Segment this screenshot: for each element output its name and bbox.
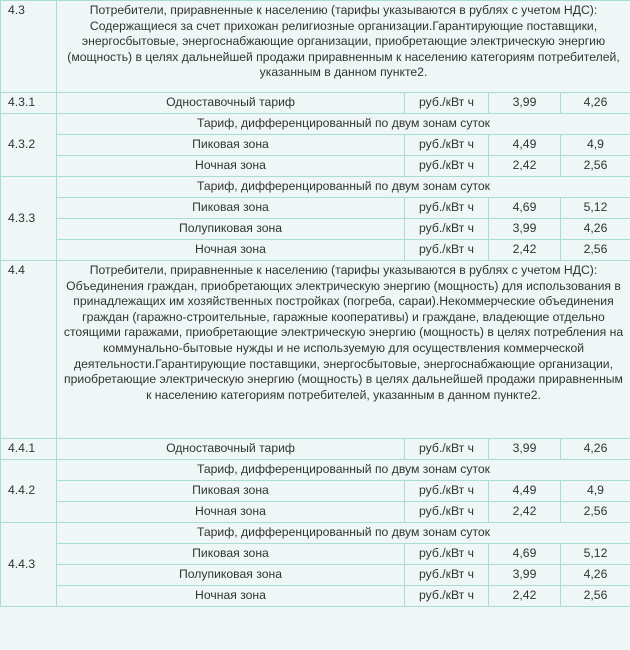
tariff-value-2: 2,56 bbox=[561, 586, 630, 607]
row-number: 4.4.2 bbox=[1, 460, 57, 523]
tariff-unit: руб./кВт ч bbox=[405, 93, 489, 114]
tariff-zone-row bbox=[1, 198, 630, 219]
zone-name: Ночная зона bbox=[57, 240, 405, 261]
row-number: 4.3.3 bbox=[1, 177, 57, 261]
tariff-zone-row bbox=[1, 481, 630, 502]
tariff-value-2: 4,9 bbox=[561, 481, 630, 502]
tariff-zone-row bbox=[1, 586, 630, 607]
zone-name: Полупиковая зона bbox=[57, 565, 405, 586]
tariff-zone-row bbox=[1, 544, 630, 565]
tariff-group-title: Тариф, дифференцированный по двум зонам суток bbox=[57, 177, 630, 198]
tariff-zone-row bbox=[1, 135, 630, 156]
row-number: 4.3 bbox=[1, 1, 57, 93]
zone-name: Ночная зона bbox=[57, 156, 405, 177]
tariff-group-row bbox=[1, 460, 630, 481]
zone-name: Пиковая зона bbox=[57, 135, 405, 156]
zone-name: Ночная зона bbox=[57, 586, 405, 607]
tariff-unit: руб./кВт ч bbox=[405, 586, 489, 607]
section-header-row bbox=[1, 1, 630, 93]
tariff-unit: руб./кВт ч bbox=[405, 156, 489, 177]
tariff-value-1: 3,99 bbox=[489, 93, 561, 114]
tariff-value-2: 4,26 bbox=[561, 565, 630, 586]
tariff-value-1: 2,42 bbox=[489, 502, 561, 523]
tariff-zone-row bbox=[1, 219, 630, 240]
tariff-group-title: Тариф, дифференцированный по двум зонам суток bbox=[57, 523, 630, 544]
tariff-unit: руб./кВт ч bbox=[405, 240, 489, 261]
tariff-unit: руб./кВт ч bbox=[405, 481, 489, 502]
tariff-group-title: Тариф, дифференцированный по двум зонам суток bbox=[57, 460, 630, 481]
row-number: 4.3.1 bbox=[1, 93, 57, 114]
tariff-row bbox=[1, 93, 630, 114]
tariff-value-1: 4,69 bbox=[489, 544, 561, 565]
tariff-value-2: 2,56 bbox=[561, 240, 630, 261]
tariff-value-2: 2,56 bbox=[561, 156, 630, 177]
tariff-group-row bbox=[1, 177, 630, 198]
zone-name: Пиковая зона bbox=[57, 198, 405, 219]
tariff-group-row bbox=[1, 523, 630, 544]
tariff-value-2: 4,9 bbox=[561, 135, 630, 156]
tariff-unit: руб./кВт ч bbox=[405, 439, 489, 460]
tariff-unit: руб./кВт ч bbox=[405, 198, 489, 219]
tariff-name: Одноставочный тариф bbox=[57, 93, 405, 114]
tariff-name: Одноставочный тариф bbox=[57, 439, 405, 460]
tariff-unit: руб./кВт ч bbox=[405, 219, 489, 240]
tariff-value-2: 5,12 bbox=[561, 198, 630, 219]
tariff-value-1: 2,42 bbox=[489, 240, 561, 261]
row-number: 4.4 bbox=[1, 261, 57, 439]
tariff-row bbox=[1, 439, 630, 460]
tariff-zone-row bbox=[1, 502, 630, 523]
zone-name: Пиковая зона bbox=[57, 544, 405, 565]
tariff-value-1: 3,99 bbox=[489, 565, 561, 586]
tariff-value-1: 4,49 bbox=[489, 481, 561, 502]
tariff-value-1: 2,42 bbox=[489, 156, 561, 177]
tariff-value-2: 5,12 bbox=[561, 544, 630, 565]
zone-name: Полупиковая зона bbox=[57, 219, 405, 240]
tariff-value-2: 4,26 bbox=[561, 219, 630, 240]
tariff-unit: руб./кВт ч bbox=[405, 544, 489, 565]
tariff-unit: руб./кВт ч bbox=[405, 135, 489, 156]
tariff-value-1: 4,69 bbox=[489, 198, 561, 219]
row-number: 4.4.1 bbox=[1, 439, 57, 460]
section-description: Потребители, приравненные к населению (тарифы указываются в рублях с учетом НДС): Объединения граждан, приобретающих электрическую энергию (мощность) для использования в принадлежащих им хозяйственных постройках (погреба, сараи).Некоммерческие объединения граждан (гаражно-строительные, гаражные кооперативы) и граждане, владеющие отдельно стоящими гаражами, приобретающие электрическую энергию (мощность) в целях потребления на коммунально-бытовые нужды и не используемую для осуществления коммерческой деятельности.Гарантирующие поставщики, энергосбытовые, энергоснабжающие организации, приобретающие электрическую энергию (мощность) в целях дальнейшей продажи приравненным к населению категориям потребителей, указанным в данном пункте2. bbox=[57, 261, 630, 439]
tariff-value-2: 4,26 bbox=[561, 439, 630, 460]
tariff-group-title: Тариф, дифференцированный по двум зонам суток bbox=[57, 114, 630, 135]
row-number: 4.3.2 bbox=[1, 114, 57, 177]
tariff-zone-row bbox=[1, 565, 630, 586]
tariff-value-1: 4,49 bbox=[489, 135, 561, 156]
tariff-zone-row bbox=[1, 156, 630, 177]
tariff-value-1: 3,99 bbox=[489, 219, 561, 240]
tariff-zone-row bbox=[1, 240, 630, 261]
tariff-value-1: 3,99 bbox=[489, 439, 561, 460]
tariff-value-1: 2,42 bbox=[489, 586, 561, 607]
zone-name: Пиковая зона bbox=[57, 481, 405, 502]
tariff-unit: руб./кВт ч bbox=[405, 565, 489, 586]
tariff-value-2: 4,26 bbox=[561, 93, 630, 114]
tariff-unit: руб./кВт ч bbox=[405, 502, 489, 523]
tariff-group-row bbox=[1, 114, 630, 135]
section-description: Потребители, приравненные к населению (тарифы указываются в рублях с учетом НДС): Содержащиеся за счет прихожан религиозные организации.Гарантирующие поставщики, энергосбытовые, энергоснабжающие организации, приобретающие электрическую энергию (мощность) в целях дальнейшей продажи приравненным к населению категориям потребителей, указанным в данном пункте2. bbox=[57, 1, 630, 93]
zone-name: Ночная зона bbox=[57, 502, 405, 523]
tariff-value-2: 2,56 bbox=[561, 502, 630, 523]
section-header-row bbox=[1, 261, 630, 439]
row-number: 4.4.3 bbox=[1, 523, 57, 607]
